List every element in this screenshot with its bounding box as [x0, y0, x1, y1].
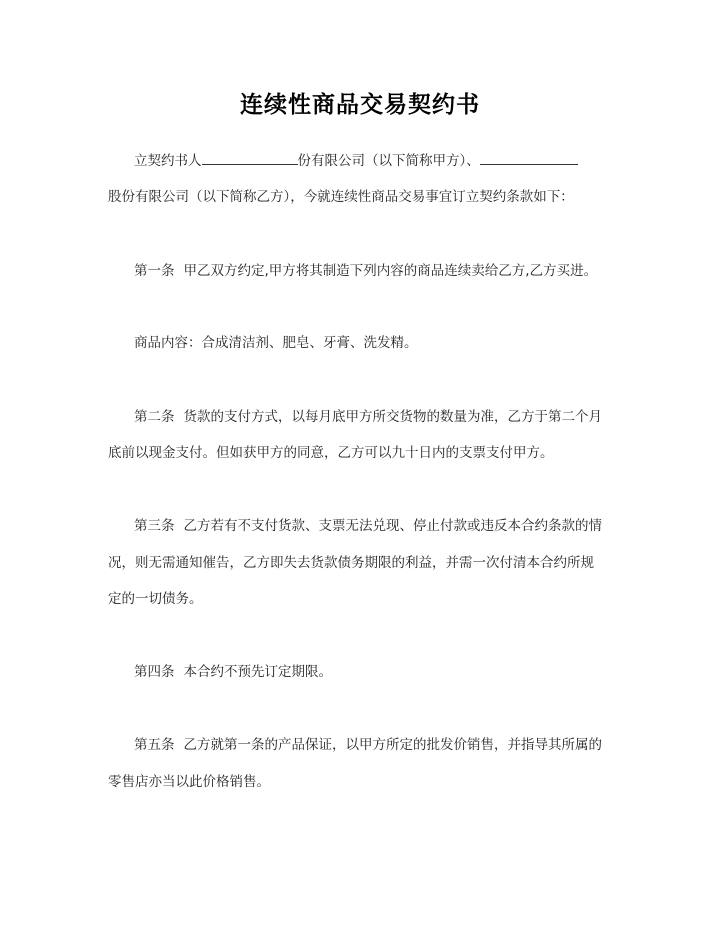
clause-3-line-1: 乙方若有不支付货款、支票无法兑现、停止付款或违反本合约条款的情 [183, 518, 602, 534]
product-contents: 商品内容：合成清洁剂、肥皂、牙膏、洗发精。 [134, 335, 418, 351]
party-a-blank-field[interactable] [202, 150, 298, 165]
clause-3-line-2: 况，则无需通知催告，乙方即失去货款债务期限的利益，并需一次付清本合约所规 [108, 555, 594, 571]
clause-2 [134, 408, 618, 426]
party-b-blank-field[interactable] [480, 150, 578, 165]
clause-4-number: 第四条 [134, 664, 175, 680]
clause-3-number: 第三条 [134, 518, 175, 534]
preamble-line-1 [134, 150, 618, 170]
clause-5-line-1: 乙方就第一条的产品保证，以甲方所定的批发价销售，并指导其所属的 [183, 737, 602, 753]
clause-3 [134, 517, 618, 535]
clause-5-number: 第五条 [134, 737, 175, 753]
clause-2-number: 第二条 [134, 409, 175, 425]
document-title: 连续性商品交易契约书 [240, 92, 480, 118]
clause-1 [134, 262, 618, 280]
clause-3-line-3: 定的一切债务。 [108, 591, 203, 607]
preamble-party-a-text: 份有限公司（以下简称甲方）、 [297, 153, 480, 169]
clause-1-line-1: 甲乙双方约定,甲方将其制造下列内容的商品连续卖给乙方,乙方买进。 [183, 263, 598, 279]
clause-4-line-1: 本合约不预先订定期限。 [183, 664, 332, 680]
clause-5-line-2: 零售店亦当以此价格销售。 [108, 774, 270, 790]
clause-5 [134, 736, 618, 754]
clause-2-line-1: 货款的支付方式，以每月底甲方所交货物的数量为准，乙方于第二个月 [183, 409, 602, 425]
preamble-party-label: 立契约书人 [134, 153, 202, 169]
preamble-line-2: 股份有限公司（以下简称乙方），今就连续性商品交易事宜订立契约条款如下： [108, 189, 574, 205]
clause-4 [134, 663, 618, 681]
clause-1-number: 第一条 [134, 263, 175, 279]
clause-2-line-2: 底前以现金支付。但如获甲方的同意，乙方可以九十日内的支票支付甲方。 [108, 445, 554, 461]
